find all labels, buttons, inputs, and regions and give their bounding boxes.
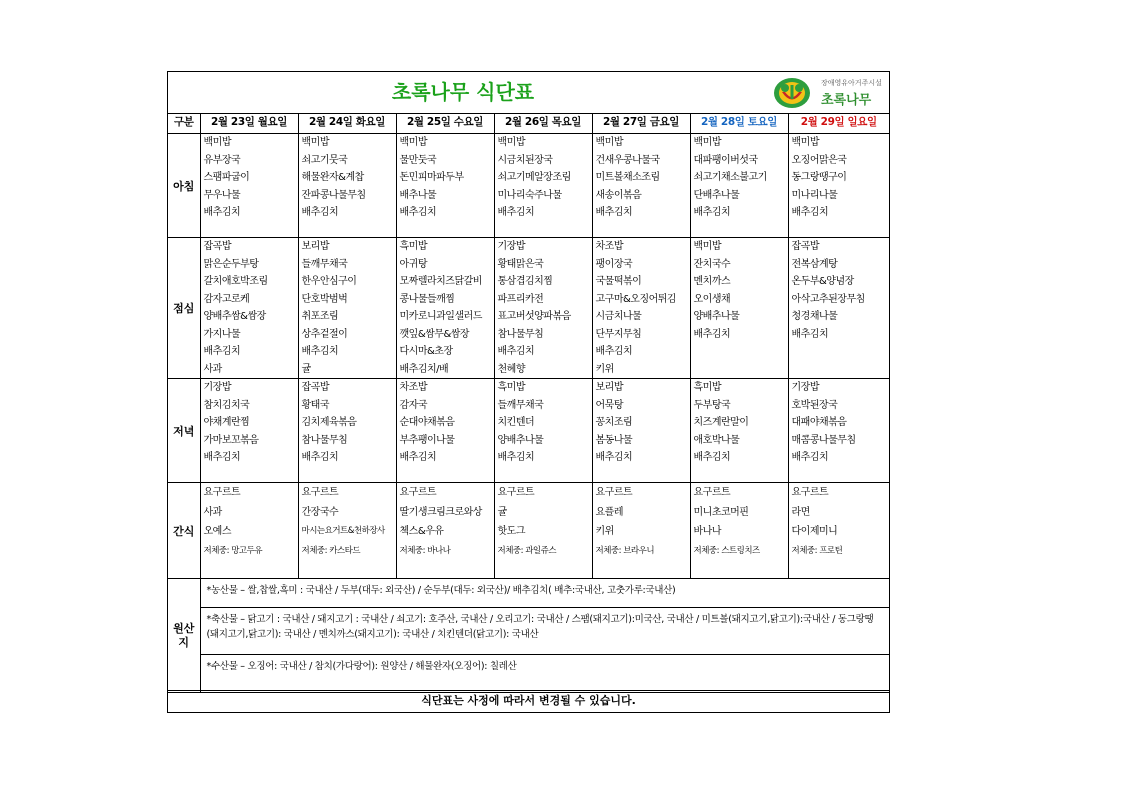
menu-item: 잡곡밥	[791, 241, 819, 252]
meal-label-dinner: 저녁	[168, 379, 200, 483]
header-day-sat: 2월 28일 토요일	[690, 114, 788, 134]
menu-item: 기장밥	[497, 241, 525, 252]
menu-item: 첵스&우유	[399, 526, 444, 537]
meal-label-snack: 간식	[168, 483, 200, 579]
menu-item: 요구르트	[301, 487, 339, 498]
menu-item: 순대야채볶음	[399, 417, 455, 428]
menu-item: 저체중: 프로틴	[791, 545, 843, 556]
menu-item: 대패야채볶음	[791, 417, 847, 428]
menu-item: 황태국	[301, 399, 329, 411]
menu-item: 배추김치	[791, 452, 829, 463]
menu-item: 백미밥	[693, 241, 721, 252]
menu-item: 어묵탕	[595, 399, 623, 411]
menu-item: 저체중: 바나나	[399, 545, 451, 556]
menu-item: 배추김치	[203, 452, 241, 463]
menu-item: 오이생채	[693, 293, 731, 305]
menu-item: 배추김치	[399, 207, 437, 218]
menu-item: 쇠고기뭇국	[301, 154, 348, 166]
logo-tree-icon	[773, 77, 811, 109]
menu-item: 배추김치	[791, 328, 829, 340]
menu-item: 잔치국수	[693, 258, 731, 270]
menu-item: 참나물무침	[301, 434, 348, 446]
menu-item: 오징어맑은국	[791, 154, 847, 166]
menu-item: 배추김치	[693, 328, 731, 340]
menu-item: 매콤콩나물무침	[791, 434, 856, 446]
menu-item: 양배추나물	[693, 311, 740, 322]
menu-item: 보리밥	[595, 382, 623, 393]
menu-item: 애호박나물	[693, 434, 740, 446]
notice-text: 식단표는 사정에 따라서 변경될 수 있습니다.	[168, 690, 889, 712]
menu-cell-breakfast-fri	[592, 134, 690, 238]
menu-item: 감자고로케	[203, 293, 250, 305]
menu-item: 백미밥	[791, 137, 819, 148]
menu-item: 꽁치조림	[595, 417, 633, 428]
menu-cell-snack-thu	[494, 483, 592, 579]
menu-item: 배추김치	[399, 452, 437, 463]
menu-item: 표고버섯양파볶음	[497, 311, 571, 322]
menu-table	[168, 114, 889, 693]
menu-item: 잡곡밥	[203, 241, 231, 252]
logo	[773, 76, 888, 110]
menu-item: 배추김치	[791, 207, 829, 218]
menu-item: 배추김치/배	[399, 363, 449, 375]
menu-item: 다시마&초장	[399, 346, 453, 357]
menu-item: 모짜렐라치즈닭갈비	[399, 276, 482, 287]
menu-cell-breakfast-wed	[396, 134, 494, 238]
menu-item: 귤	[497, 506, 507, 518]
header-day-wed: 2월 25일 수요일	[396, 114, 494, 134]
logo-name-text: 초록나무	[821, 93, 872, 108]
menu-item: 상추겉절이	[301, 328, 348, 340]
dinner-row	[168, 379, 889, 483]
menu-item: 미니초코머핀	[693, 506, 749, 518]
menu-item: 핫도그	[497, 526, 525, 537]
menu-item: 사과	[203, 363, 222, 375]
menu-item: 흑미밥	[693, 382, 721, 393]
menu-item: 백미밥	[497, 137, 525, 148]
menu-cell-snack-fri	[592, 483, 690, 579]
menu-item: 잡곡밥	[301, 382, 329, 393]
menu-item: 흑미밥	[497, 382, 525, 393]
menu-item: 저체중: 과일쥬스	[497, 545, 557, 556]
menu-item: 한우안심구이	[301, 276, 357, 287]
menu-item: 기장밥	[203, 382, 231, 393]
origin-line-livestock: *축산물 – 닭고기 : 국내산 / 돼지고기 : 국내산 / 쇠고기: 호주산, 국내산 / 오리고기: 국내산 / 스팸(돼지고기):미국산, 국내산 / 미트볼(돼지고기,닭고기):국내산 / 동그랑땡(돼지고기,닭고기): 국내산 / 멘치까스(돼지고기): 국내산 / 치킨텐더(닭고기): 국내산	[201, 608, 890, 655]
menu-item: 요구르트	[791, 487, 829, 498]
menu-item: 딸기생크림크로와상	[399, 506, 482, 518]
menu-item: 배추김치	[301, 452, 339, 463]
menu-item: 마시는요거트&천하장사	[301, 526, 385, 536]
menu-item: 야채계란찜	[203, 417, 250, 428]
menu-item: 단배추나물	[693, 189, 740, 201]
menu-item: 백미밥	[301, 137, 329, 148]
menu-item: 쇠고기메알장조림	[497, 172, 571, 183]
menu-item: 파프리카전	[497, 293, 544, 305]
menu-item: 깻잎&쌈무&쌈장	[399, 328, 470, 340]
menu-item: 가마보꼬볶음	[203, 434, 259, 446]
menu-item: 배추김치	[203, 207, 241, 218]
menu-item: 저체중: 망고두유	[203, 545, 263, 556]
title-bar	[168, 72, 889, 114]
menu-item: 국물떡볶이	[595, 276, 642, 287]
header-day-mon: 2월 23일 월요일	[200, 114, 298, 134]
menu-cell-lunch-mon	[200, 238, 298, 379]
header-row	[168, 114, 889, 134]
menu-item: 백미밥	[693, 137, 721, 148]
menu-item: 갈치애호박조림	[203, 276, 268, 287]
menu-item: 요구르트	[399, 487, 437, 498]
menu-item: 감자국	[399, 399, 427, 411]
menu-item: 귤	[301, 363, 311, 375]
menu-cell-lunch-tue	[298, 238, 396, 379]
menu-cell-snack-tue	[298, 483, 396, 579]
menu-item: 시금치나물	[595, 311, 642, 322]
menu-item: 유부장국	[203, 154, 241, 166]
menu-item: 시금치된장국	[497, 154, 553, 166]
menu-item: 콩나물들깨찜	[399, 293, 455, 305]
menu-item: 요구르트	[497, 487, 535, 498]
menu-item: 천혜향	[497, 363, 525, 375]
menu-item: 황태맑은국	[497, 258, 544, 270]
menu-item: 멘치까스	[693, 276, 731, 287]
menu-item: 호박된장국	[791, 399, 838, 411]
menu-item: 배추김치	[497, 207, 535, 218]
menu-cell-lunch-thu	[494, 238, 592, 379]
menu-item: 스팸파굽이	[203, 172, 250, 183]
logo-org-text: 장애영유아거주시설	[821, 79, 882, 87]
menu-item: 배추김치	[693, 207, 731, 218]
menu-item: 온두부&양념장	[791, 276, 854, 287]
origin-cell	[200, 579, 889, 693]
header-day-thu: 2월 26일 목요일	[494, 114, 592, 134]
menu-item: 취포조림	[301, 311, 339, 322]
menu-item: 아귀탕	[399, 258, 427, 270]
menu-item: 참치김치국	[203, 399, 250, 411]
menu-item: 전복삼계탕	[791, 258, 838, 270]
header-day-sun: 2월 29일 일요일	[788, 114, 889, 134]
menu-cell-lunch-fri	[592, 238, 690, 379]
menu-item: 키위	[595, 526, 614, 537]
menu-item: 무우나물	[203, 189, 241, 201]
menu-cell-dinner-mon	[200, 379, 298, 483]
menu-item: 저체중: 브라우니	[595, 545, 655, 556]
menu-item: 들깨무채국	[497, 399, 544, 411]
menu-item: 오예스	[203, 526, 231, 537]
menu-item: 라면	[791, 506, 810, 518]
menu-item: 양배추쌈&쌈장	[203, 311, 266, 322]
menu-item: 잔파콩나물무침	[301, 189, 366, 201]
menu-cell-dinner-fri	[592, 379, 690, 483]
menu-item: 두부탕국	[693, 399, 731, 411]
menu-cell-dinner-tue	[298, 379, 396, 483]
meal-label-lunch: 점심	[168, 238, 200, 379]
menu-item: 치킨텐더	[497, 417, 535, 428]
menu-item: 배추김치	[595, 207, 633, 218]
menu-item: 흑미밥	[399, 241, 427, 252]
menu-item: 배추김치	[301, 346, 339, 357]
menu-item: 배추나물	[399, 189, 437, 201]
origin-label: 원산지	[168, 579, 200, 693]
menu-item: 배추김치	[693, 452, 731, 463]
menu-item: 단무지무침	[595, 328, 642, 340]
menu-item: 요구르트	[693, 487, 731, 498]
menu-item: 요구르트	[203, 487, 241, 498]
menu-item: 청경채나물	[791, 311, 838, 322]
menu-item: 백미밥	[595, 137, 623, 148]
menu-cell-snack-sun	[788, 483, 889, 579]
menu-item: 고구마&오징어튀김	[595, 293, 677, 305]
menu-item: 통삼겹김치찜	[497, 276, 553, 287]
meal-label-breakfast: 아침	[168, 134, 200, 238]
menu-item: 새송이볶음	[595, 189, 642, 201]
origin-line-agri: *농산물 – 쌀,찹쌀,흑미 : 국내산 / 두부(대두: 외국산) / 순두부(대두: 외국산)/ 배추김치( 배추:국내산, 고춧가루:국내산)	[201, 579, 890, 608]
menu-cell-snack-wed	[396, 483, 494, 579]
menu-item: 건새우콩나물국	[595, 154, 660, 166]
menu-item: 대파팽이버섯국	[693, 154, 758, 166]
menu-item: 차조밥	[595, 241, 623, 252]
menu-item: 간장국수	[301, 506, 339, 518]
menu-item: 요플레	[595, 506, 623, 518]
menu-item: 동그랑땡구이	[791, 172, 847, 183]
menu-item: 배추김치	[301, 207, 339, 218]
menu-item: 배추김치	[203, 346, 241, 357]
menu-item: 배추김치	[497, 452, 535, 463]
menu-item: 배추김치	[497, 346, 535, 357]
menu-cell-breakfast-thu	[494, 134, 592, 238]
menu-item: 해물완자&계찹	[301, 172, 364, 183]
menu-item: 참나물무침	[497, 328, 544, 340]
menu-item: 맑은순두부탕	[203, 258, 259, 270]
menu-item: 사과	[203, 506, 222, 518]
lunch-row	[168, 238, 889, 379]
menu-item: 바나나	[693, 526, 721, 537]
menu-cell-lunch-sun	[788, 238, 889, 379]
menu-item: 돈민피마파두부	[399, 172, 464, 183]
menu-item: 보리밥	[301, 241, 329, 252]
menu-cell-breakfast-tue	[298, 134, 396, 238]
menu-item: 봄동나물	[595, 434, 633, 446]
breakfast-row	[168, 134, 889, 238]
menu-item: 차조밥	[399, 382, 427, 393]
menu-item: 요구르트	[595, 487, 633, 498]
menu-cell-breakfast-sun	[788, 134, 889, 238]
header-label: 구분	[168, 114, 200, 134]
menu-item: 들깨무채국	[301, 258, 348, 270]
menu-cell-snack-sat	[690, 483, 788, 579]
menu-item: 저체중: 카스타드	[301, 545, 361, 556]
menu-item: 배추김치	[595, 452, 633, 463]
menu-cell-breakfast-mon	[200, 134, 298, 238]
menu-cell-dinner-thu	[494, 379, 592, 483]
menu-item: 백미밥	[399, 137, 427, 148]
header-day-tue: 2월 24일 화요일	[298, 114, 396, 134]
menu-cell-dinner-wed	[396, 379, 494, 483]
menu-cell-dinner-sun	[788, 379, 889, 483]
menu-item: 치즈계란말이	[693, 417, 749, 428]
menu-item: 미나리나물	[791, 189, 838, 201]
menu-item: 미트볼채소조림	[595, 172, 660, 183]
menu-item: 단호박범벅	[301, 293, 348, 305]
menu-item: 기장밥	[791, 382, 819, 393]
menu-item: 쇠고기채소불고기	[693, 172, 767, 183]
menu-cell-dinner-sat	[690, 379, 788, 483]
origin-line-seafood: *수산물 – 오징어: 국내산 / 참치(가다랑어): 원양산 / 해물완자(오징어): 칠레산	[206, 661, 517, 672]
menu-item: 가지나물	[203, 328, 241, 340]
menu-item: 양배추나물	[497, 434, 544, 446]
menu-item: 부추팽이나물	[399, 434, 455, 446]
menu-cell-lunch-sat	[690, 238, 788, 379]
menu-item: 저체중: 스트링치즈	[693, 545, 760, 556]
menu-cell-lunch-wed	[396, 238, 494, 379]
header-day-fri: 2월 27일 금요일	[592, 114, 690, 134]
menu-item: 백미밥	[203, 137, 231, 148]
menu-item: 미나리숙주나물	[497, 189, 562, 201]
menu-item: 물만둣국	[399, 154, 437, 166]
page-title: 초록나무 식단표	[391, 80, 535, 104]
menu-item: 키위	[595, 363, 614, 375]
menu-cell-breakfast-sat	[690, 134, 788, 238]
menu-item: 김치제육볶음	[301, 417, 357, 428]
menu-item: 팽이장국	[595, 258, 633, 270]
snack-row	[168, 483, 889, 579]
menu-sheet	[167, 71, 890, 713]
origin-row	[168, 579, 889, 693]
menu-item: 미카로니과일샐러드	[399, 311, 482, 322]
menu-item: 다이제미니	[791, 526, 838, 537]
menu-item: 배추김치	[595, 346, 633, 357]
menu-cell-snack-mon	[200, 483, 298, 579]
menu-item: 아삭고추된장무침	[791, 293, 865, 305]
